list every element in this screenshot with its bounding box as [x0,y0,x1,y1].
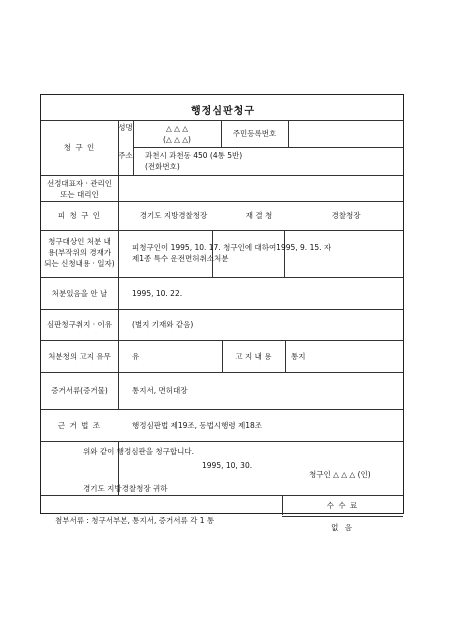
disposition-value-2: 제1종 특수 운전면허취소처분 [132,254,229,263]
row-divider [41,372,403,373]
disposition-label-3: 되는 신청내용 · 일자) [44,259,115,268]
purpose-label: 심판청구취지 · 이유 [46,320,113,329]
fee-label: 수 수 료 [326,501,359,510]
legal-basis-value: 행정심판법 제19조, 동법시행령 제18조 [132,421,263,430]
notification-value: 유 [132,352,140,361]
declaration-statement: 위와 같이 행정심판을 청구합니다. [83,447,194,456]
notice-date-label: 처분있음을 안 날 [51,289,108,298]
attachments-text: 첨부서류 : 청구서부본, 통지서, 증거서류 각 1 통 [55,516,215,525]
row-divider [41,409,403,410]
representative-label: 선정대표자 · 관리인 [46,179,113,188]
col-divider [285,340,286,372]
row-divider [41,201,403,202]
row-divider [41,175,403,176]
disposition-label-2: 용(부작위의 경재가 [47,248,112,257]
notification-label: 처분청의 고지 유무 [48,352,111,361]
col-divider [284,230,285,277]
address-label: 주소 [118,151,133,160]
row-divider [133,147,403,148]
row-divider [41,309,403,310]
respondent-value: 경기도 지방경찰청장 [139,211,208,220]
petition-form [40,94,404,532]
address-phone: (전화번호) [145,162,180,171]
appeal-authority-value: 경찰청장 [331,211,361,220]
row-divider [41,120,403,121]
name-hanja: (△ △ △) [163,135,191,144]
evidence-label: 증거서류(증거물) [51,386,108,395]
representative-label-2: 또는 대리인 [60,190,99,199]
appeal-authority-label: 재 결 청 [245,211,273,220]
notification-content-value: 통지 [291,352,306,361]
notification-content-label: 고 지 내 용 [235,352,272,361]
row-divider [41,277,403,278]
row-divider [41,441,403,442]
disposition-value: 피청구인이 1995, 10. 17. 청구인에 대하여1995, 9. 15. 자 [132,243,332,252]
row-divider [282,516,403,517]
resident-number-label: 주민등록번호 [232,129,277,138]
notice-date-value: 1995, 10. 22. [132,289,183,298]
declaration-signer: 청구인 △ △ △ (인) [309,470,371,479]
respondent-label: 피 청 구 인 [57,211,102,220]
name-label: 성명 [118,123,133,132]
name-value: △ △ △ [165,124,189,133]
claimant-label: 청 구 인 [63,143,96,152]
row-divider [41,495,403,496]
purpose-value: (별지 기재와 같음) [132,320,194,329]
legal-basis-label: 근 거 법 조 [57,421,102,430]
disposition-label: 청구대상인 처분 내 [48,237,111,246]
declaration-date: 1995, 10, 30. [202,461,253,470]
fee-value: 없 음 [331,523,354,532]
col-divider [288,120,289,147]
address-line1: 과천시 과천동 450 (4통 5반) [145,151,243,160]
evidence-value: 통지서, 면허대장 [132,386,188,395]
row-divider [41,230,403,231]
declaration-addressee: 경기도 지방경찰청장 귀하 [83,484,168,493]
form-title: 행정심판청구 [191,106,255,117]
